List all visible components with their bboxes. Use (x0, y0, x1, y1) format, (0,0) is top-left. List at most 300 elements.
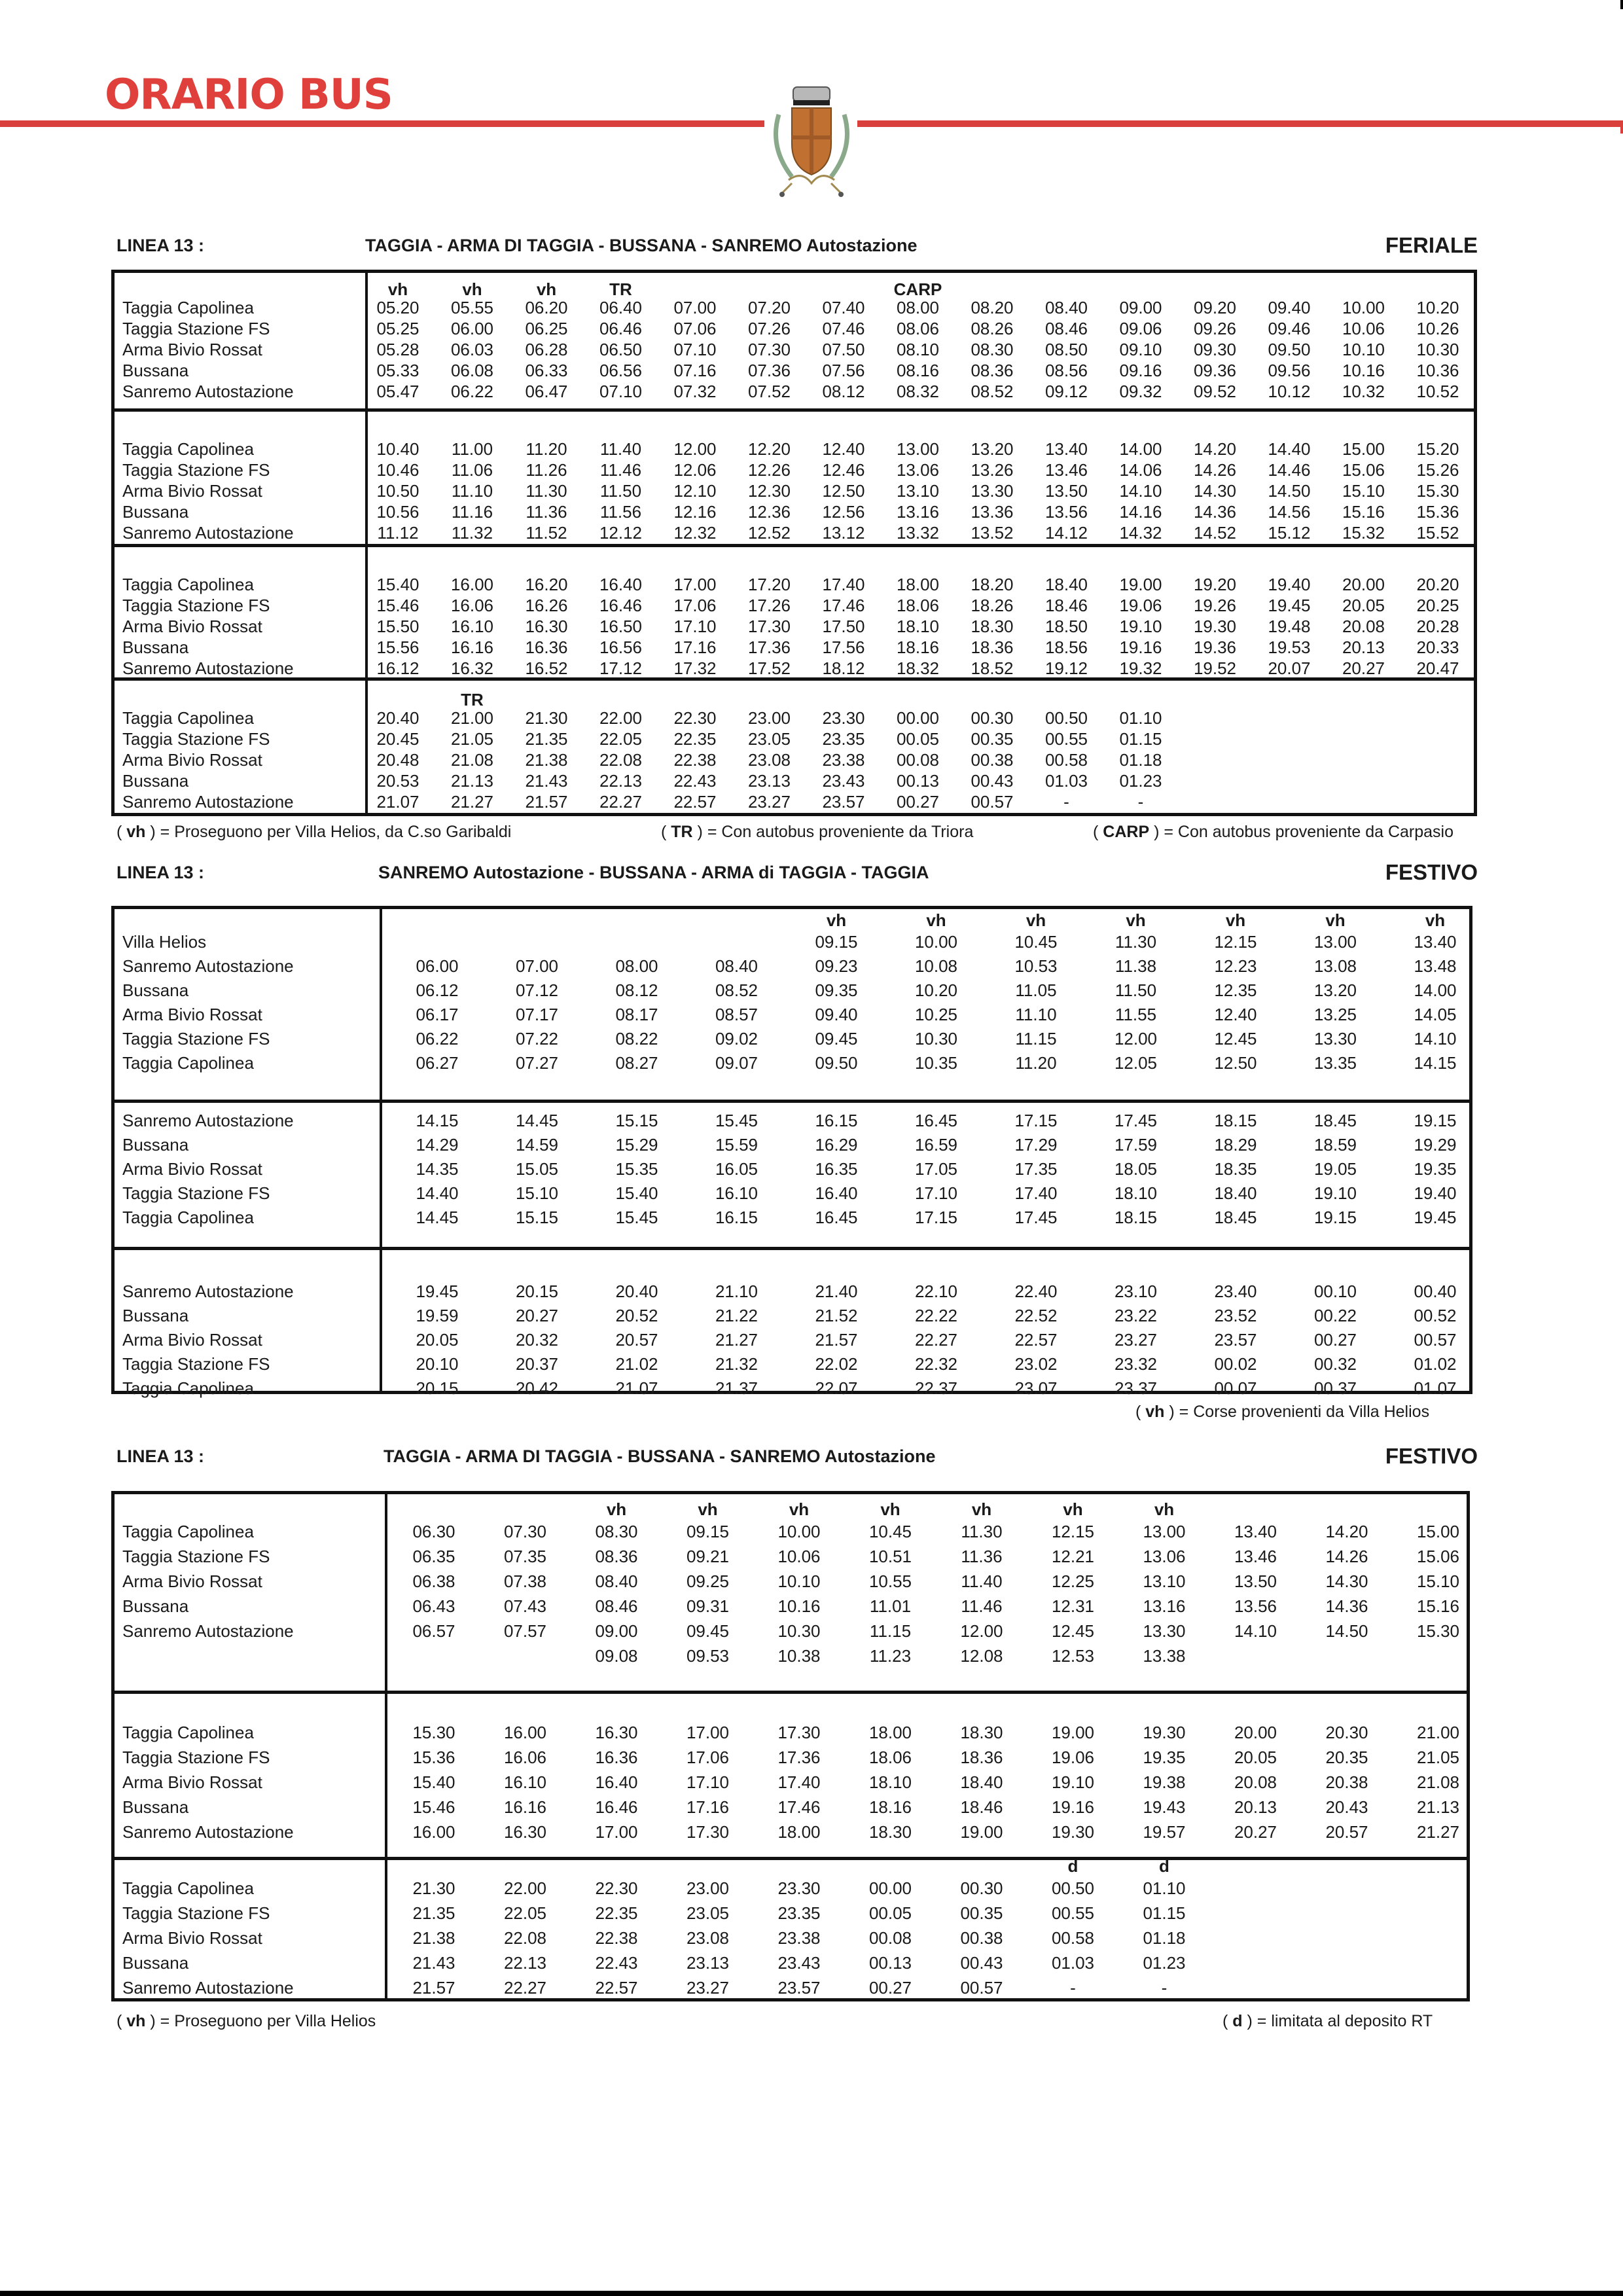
departure-time: 15.35 (615, 1159, 658, 1179)
departure-time: 20.25 (1416, 596, 1459, 615)
departure-time: 20.28 (1416, 617, 1459, 636)
departure-time: 20.45 (376, 729, 419, 749)
stop-name: Arma Bivio Rossat (122, 1571, 262, 1591)
departure-time: 11.20 (1015, 1053, 1057, 1073)
stop-name: Arma Bivio Rossat (122, 750, 262, 770)
departure-time: 07.20 (747, 298, 791, 317)
departure-time: 00.38 (971, 750, 1014, 770)
departure-time: 06.46 (599, 319, 643, 338)
departure-time: 05.55 (450, 298, 494, 317)
schedule-block (115, 1100, 1469, 1247)
departure-time: 18.46 (960, 1797, 1003, 1817)
departure-time: 09.20 (1193, 298, 1237, 317)
departure-time: 23.05 (686, 1903, 730, 1923)
departure-time: 13.56 (1234, 1596, 1277, 1616)
departure-time: 00.35 (971, 729, 1014, 749)
departure-time: 06.20 (525, 298, 568, 317)
departure-time: 22.13 (599, 771, 643, 791)
departure-time: 14.15 (1414, 1053, 1457, 1073)
stop-name: Taggia Stazione FS (122, 729, 270, 749)
departure-time: 21.27 (450, 792, 494, 812)
departure-time: 20.27 (1342, 658, 1385, 678)
departure-time: 07.12 (515, 980, 559, 1000)
departure-time: 09.46 (1268, 319, 1311, 338)
departure-time: 10.40 (376, 439, 419, 459)
departure-time: 17.30 (747, 617, 791, 636)
departure-time: 08.27 (615, 1053, 658, 1073)
departure-time: 00.58 (1051, 1928, 1095, 1948)
departure-time: 00.58 (1044, 750, 1088, 770)
departure-time: 23.40 (1214, 1282, 1257, 1301)
departure-time: 08.12 (822, 382, 865, 401)
departure-time: 08.06 (896, 319, 940, 338)
departure-time: 00.30 (971, 708, 1014, 728)
departure-time: 09.35 (815, 980, 858, 1000)
departure-time: 10.10 (777, 1571, 821, 1591)
departure-time: 20.08 (1342, 617, 1385, 636)
departure-time: 07.43 (503, 1596, 547, 1616)
departure-time: 12.32 (673, 523, 717, 543)
departure-time: 06.03 (450, 340, 494, 359)
stop-name: Arma Bivio Rossat (122, 481, 262, 501)
departure-time: 10.26 (1416, 319, 1459, 338)
departure-time: 20.13 (1234, 1797, 1277, 1817)
departure-time: 19.06 (1051, 1748, 1095, 1767)
departure-time: 23.10 (1114, 1282, 1158, 1301)
departure-time: 19.45 (1268, 596, 1311, 615)
departure-time: 11.30 (1115, 932, 1157, 952)
departure-time: 01.18 (1119, 750, 1162, 770)
departure-time: 14.52 (1193, 523, 1237, 543)
departure-time: 21.05 (1416, 1748, 1460, 1767)
departure-time: 13.08 (1313, 956, 1357, 976)
departure-time: 16.10 (450, 617, 494, 636)
departure-time: 10.45 (868, 1522, 912, 1541)
departure-time: 16.59 (914, 1135, 958, 1155)
trip-flag: vh (698, 1499, 718, 1519)
departure-time: 06.56 (599, 361, 643, 380)
departure-time: 09.40 (1268, 298, 1311, 317)
departure-time: 12.45 (1214, 1029, 1257, 1049)
departure-time: 17.52 (747, 658, 791, 678)
departure-time: 18.10 (1114, 1183, 1158, 1203)
stop-name: Sanremo Autostazione (122, 792, 294, 812)
service-type: FERIALE (1385, 233, 1478, 257)
departure-time: 00.05 (896, 729, 940, 749)
departure-time: 20.43 (1325, 1797, 1368, 1817)
departure-time: 23.02 (1014, 1354, 1058, 1374)
departure-time: 13.25 (1313, 1005, 1357, 1024)
departure-time: 00.00 (896, 708, 940, 728)
departure-time: 09.45 (815, 1029, 858, 1049)
departure-time: 20.00 (1342, 575, 1385, 594)
departure-time: 14.00 (1414, 980, 1457, 1000)
departure-time: 22.27 (503, 1978, 547, 1998)
departure-time: 00.37 (1313, 1378, 1357, 1398)
departure-time: 14.40 (416, 1183, 459, 1203)
departure-time: 21.32 (715, 1354, 758, 1374)
departure-time: 09.50 (1268, 340, 1311, 359)
stop-name: Arma Bivio Rossat (122, 1159, 262, 1179)
departure-time: 08.26 (971, 319, 1014, 338)
departure-time: 11.55 (1115, 1005, 1157, 1024)
footnote-carp: ( CARP ) = Con autobus proveniente da Carpasio (1093, 823, 1454, 841)
departure-time: 15.46 (412, 1797, 455, 1817)
departure-time: 09.15 (686, 1522, 730, 1541)
departure-time: 10.55 (868, 1571, 912, 1591)
departure-time: 13.35 (1313, 1053, 1357, 1073)
departure-time: 21.08 (450, 750, 494, 770)
departure-time: 08.22 (615, 1029, 658, 1049)
stop-name: Taggia Capolinea (122, 708, 254, 728)
departure-time: 19.30 (1193, 617, 1237, 636)
departure-time: 11.36 (526, 502, 567, 522)
stop-name: Taggia Stazione FS (122, 1354, 270, 1374)
departure-time: 18.56 (1044, 637, 1088, 657)
departure-time: 12.12 (599, 523, 643, 543)
departure-time: 17.40 (1014, 1183, 1058, 1203)
departure-time: 12.10 (673, 481, 717, 501)
departure-time: 15.50 (376, 617, 419, 636)
departure-time: 13.00 (1313, 932, 1357, 952)
trip-flag: vh (1126, 910, 1146, 930)
footnote-vh: ( vh ) = Proseguono per Villa Helios (116, 2012, 376, 2030)
departure-time: 22.57 (1014, 1330, 1058, 1350)
departure-time: 13.50 (1234, 1571, 1277, 1591)
header-rule-right (857, 120, 1623, 127)
departure-time: 13.30 (971, 481, 1014, 501)
departure-time: 11.56 (599, 502, 642, 522)
departure-time: 16.46 (595, 1797, 638, 1817)
departure-time: 09.36 (1193, 361, 1237, 380)
departure-time: 13.38 (1143, 1646, 1186, 1666)
departure-time: 05.47 (376, 382, 419, 401)
departure-time: 17.50 (822, 617, 865, 636)
departure-time: 10.20 (1416, 298, 1459, 317)
stop-name: Sanremo Autostazione (122, 1282, 294, 1301)
departure-time: 15.05 (515, 1159, 559, 1179)
departure-time: - (1070, 1978, 1076, 1998)
departure-time: 15.06 (1342, 460, 1385, 480)
departure-time: 14.10 (1414, 1029, 1457, 1049)
departure-time: 08.30 (595, 1522, 638, 1541)
departure-time: 00.55 (1051, 1903, 1095, 1923)
trip-flag: vh (606, 1499, 627, 1519)
departure-time: 19.43 (1143, 1797, 1186, 1817)
departure-time: 18.06 (868, 1748, 912, 1767)
departure-time: 07.38 (503, 1571, 547, 1591)
departure-time: 10.16 (1342, 361, 1385, 380)
departure-time: 20.40 (376, 708, 419, 728)
departure-time: 01.02 (1414, 1354, 1457, 1374)
departure-time: 18.36 (971, 637, 1014, 657)
departure-time: 22.22 (914, 1306, 958, 1325)
stop-name: Bussana (122, 637, 189, 657)
schedule-block (115, 909, 1469, 1100)
trip-flag: vh (826, 910, 847, 930)
departure-time: 15.45 (715, 1111, 758, 1130)
departure-time: 22.38 (595, 1928, 638, 1948)
departure-time: 13.50 (1044, 481, 1088, 501)
departure-time: 01.03 (1044, 771, 1088, 791)
departure-time: 20.33 (1416, 637, 1459, 657)
departure-time: 16.45 (914, 1111, 958, 1130)
schedule-block (115, 273, 1474, 408)
departure-time: 18.40 (1044, 575, 1088, 594)
festivo-sanremo-table (111, 906, 1472, 1398)
departure-time: 09.10 (1119, 340, 1162, 359)
departure-time: 15.36 (412, 1748, 455, 1767)
departure-time: 13.16 (896, 502, 940, 522)
feriale-table (111, 270, 1477, 816)
departure-time: 07.16 (673, 361, 717, 380)
departure-time: 10.00 (1342, 298, 1385, 317)
departure-time: 08.17 (615, 1005, 658, 1024)
departure-time: 22.00 (503, 1878, 547, 1898)
stop-name: Villa Helios (122, 932, 207, 952)
departure-time: 19.38 (1143, 1772, 1186, 1792)
departure-time: 13.00 (1143, 1522, 1186, 1541)
departure-time: 22.30 (595, 1878, 638, 1898)
departure-time: 21.13 (450, 771, 494, 791)
departure-time: 17.46 (822, 596, 865, 615)
service-type: FESTIVO (1385, 1444, 1478, 1468)
departure-time: 00.13 (868, 1953, 912, 1973)
trip-flag: vh (926, 910, 946, 930)
departure-time: 13.16 (1143, 1596, 1186, 1616)
departure-time: 22.10 (914, 1282, 958, 1301)
departure-time: 20.40 (615, 1282, 658, 1301)
departure-time: 18.00 (777, 1822, 821, 1842)
departure-time: 16.00 (412, 1822, 455, 1842)
stop-name: Sanremo Autostazione (122, 1822, 294, 1842)
departure-time: 19.52 (1193, 658, 1237, 678)
departure-time: 23.27 (747, 792, 791, 812)
departure-time: 16.35 (815, 1159, 858, 1179)
departure-time: 11.20 (526, 439, 567, 459)
departure-time: 19.35 (1143, 1748, 1186, 1767)
departure-time: 09.31 (686, 1596, 730, 1616)
schedule-block (115, 1247, 1469, 1398)
departure-time: 23.08 (747, 750, 791, 770)
departure-time: 16.16 (503, 1797, 547, 1817)
footnote-vh: ( vh ) = Corse provenienti da Villa Helios (1135, 1403, 1430, 1421)
departure-time: 14.20 (1193, 439, 1237, 459)
departure-time: 20.30 (1325, 1723, 1368, 1742)
departure-time: 19.57 (1143, 1822, 1186, 1842)
departure-time: 16.10 (715, 1183, 758, 1203)
departure-time: 13.26 (971, 460, 1014, 480)
departure-time: 15.40 (376, 575, 419, 594)
departure-time: 16.40 (599, 575, 643, 594)
departure-time: 12.25 (1051, 1571, 1095, 1591)
stop-name: Sanremo Autostazione (122, 1978, 294, 1998)
departure-time: 14.10 (1119, 481, 1162, 501)
route-label: TAGGIA - ARMA DI TAGGIA - BUSSANA - SANREMO Autostazione (365, 236, 918, 255)
departure-time: 20.48 (376, 750, 419, 770)
departure-time: 00.00 (868, 1878, 912, 1898)
trip-flag: vh (1425, 910, 1446, 930)
departure-time: 12.21 (1051, 1547, 1095, 1566)
stop-name: Sanremo Autostazione (122, 1621, 294, 1641)
departure-time: 09.50 (815, 1053, 858, 1073)
departure-time: 07.27 (515, 1053, 559, 1073)
departure-time: 21.30 (412, 1878, 455, 1898)
stop-name: Taggia Capolinea (122, 1878, 254, 1898)
departure-time: 16.15 (815, 1111, 858, 1130)
departure-time: 07.30 (503, 1522, 547, 1541)
departure-time: 21.27 (715, 1330, 758, 1350)
departure-time: 16.10 (503, 1772, 547, 1792)
departure-time: 15.00 (1416, 1522, 1460, 1541)
departure-time: 21.00 (1416, 1723, 1460, 1742)
departure-time: 21.38 (412, 1928, 455, 1948)
departure-time: 18.10 (868, 1772, 912, 1792)
departure-time: 19.10 (1313, 1183, 1357, 1203)
departure-time: 14.36 (1325, 1596, 1368, 1616)
departure-time: 21.57 (525, 792, 568, 812)
departure-time: 13.40 (1414, 932, 1457, 952)
departure-time: 19.45 (416, 1282, 459, 1301)
departure-time: 11.50 (599, 481, 642, 501)
trip-flag: vh (1225, 910, 1246, 930)
footnote-d: ( d ) = limitata al deposito RT (1222, 2012, 1433, 2030)
departure-time: 23.43 (777, 1953, 821, 1973)
stop-name: Taggia Stazione FS (122, 1547, 270, 1566)
departure-time: 19.29 (1414, 1135, 1457, 1155)
departure-time: 07.46 (822, 319, 865, 338)
stop-name: Sanremo Autostazione (122, 658, 294, 678)
departure-time: 06.08 (450, 361, 494, 380)
departure-time: 23.00 (686, 1878, 730, 1898)
departure-time: 20.05 (1342, 596, 1385, 615)
trip-flag: CARP (893, 279, 942, 299)
departure-time: 12.52 (747, 523, 791, 543)
departure-time: 23.52 (1214, 1306, 1257, 1325)
departure-time: 12.35 (1214, 980, 1257, 1000)
departure-time: 01.10 (1119, 708, 1162, 728)
stop-name: Sanremo Autostazione (122, 956, 294, 976)
departure-time: 23.05 (747, 729, 791, 749)
stop-name: Taggia Stazione FS (122, 596, 270, 615)
departure-time: - (1161, 1978, 1168, 1998)
departure-time: 12.05 (1114, 1053, 1158, 1073)
departure-time: 18.46 (1044, 596, 1088, 615)
departure-time: 17.32 (673, 658, 717, 678)
departure-time: 20.13 (1342, 637, 1385, 657)
departure-time: 09.12 (1044, 382, 1088, 401)
departure-time: 08.30 (971, 340, 1014, 359)
stop-name: Arma Bivio Rossat (122, 1772, 262, 1792)
departure-time: 16.36 (525, 637, 568, 657)
departure-time: 05.33 (376, 361, 419, 380)
departure-time: 10.06 (777, 1547, 821, 1566)
departure-time: 08.50 (1044, 340, 1088, 359)
departure-time: 19.26 (1193, 596, 1237, 615)
schedule-block (115, 1857, 1467, 1998)
stop-name: Arma Bivio Rossat (122, 1330, 262, 1350)
stop-name: Bussana (122, 1135, 189, 1155)
departure-time: 07.36 (747, 361, 791, 380)
trip-flag: vh (789, 1499, 810, 1519)
departure-time: 11.26 (526, 460, 567, 480)
departure-time: 20.53 (376, 771, 419, 791)
departure-time: 09.30 (1193, 340, 1237, 359)
departure-time: 10.10 (1342, 340, 1385, 359)
departure-time: 22.02 (815, 1354, 858, 1374)
departure-time: 23.00 (747, 708, 791, 728)
departure-time: 19.20 (1193, 575, 1237, 594)
departure-time: 09.00 (1119, 298, 1162, 317)
departure-time: 10.16 (777, 1596, 821, 1616)
departure-time: 19.15 (1414, 1111, 1457, 1130)
departure-time: 09.32 (1119, 382, 1162, 401)
departure-time: 17.36 (747, 637, 791, 657)
departure-time: 16.40 (595, 1772, 638, 1792)
departure-time: 16.46 (599, 596, 643, 615)
departure-time: 11.10 (1015, 1005, 1057, 1024)
departure-time: 13.48 (1414, 956, 1457, 976)
departure-time: 11.15 (869, 1621, 912, 1641)
departure-time: 17.06 (686, 1748, 730, 1767)
departure-time: 08.36 (971, 361, 1014, 380)
departure-time: 19.30 (1051, 1822, 1095, 1842)
departure-time: 10.00 (914, 932, 958, 952)
departure-time: 09.00 (595, 1621, 638, 1641)
departure-time: 10.30 (777, 1621, 821, 1641)
departure-time: 23.07 (1014, 1378, 1058, 1398)
departure-time: 18.06 (896, 596, 940, 615)
departure-time: 12.46 (822, 460, 865, 480)
departure-time: 20.57 (1325, 1822, 1368, 1842)
departure-time: 15.06 (1416, 1547, 1460, 1566)
departure-time: 18.15 (1114, 1208, 1158, 1227)
departure-time: 00.27 (896, 792, 940, 812)
departure-time: 16.50 (599, 617, 643, 636)
stop-name: Bussana (122, 1596, 189, 1616)
departure-time: 16.06 (450, 596, 494, 615)
departure-time: 23.57 (1214, 1330, 1257, 1350)
departure-time: 13.40 (1044, 439, 1088, 459)
departure-time: 01.18 (1143, 1928, 1186, 1948)
stop-name: Sanremo Autostazione (122, 523, 294, 543)
departure-time: 19.00 (960, 1822, 1003, 1842)
departure-time: 22.05 (503, 1903, 547, 1923)
departure-time: 20.32 (515, 1330, 559, 1350)
departure-time: 22.37 (914, 1378, 958, 1398)
departure-time: 11.46 (599, 460, 642, 480)
departure-time: 20.38 (1325, 1772, 1368, 1792)
departure-time: 14.00 (1119, 439, 1162, 459)
departure-time: 23.32 (1114, 1354, 1158, 1374)
stop-name: Taggia Stazione FS (122, 319, 270, 338)
departure-time: 17.45 (1014, 1208, 1058, 1227)
departure-time: 11.32 (451, 523, 493, 543)
departure-time: 00.08 (868, 1928, 912, 1948)
departure-time: 23.13 (747, 771, 791, 791)
departure-time: 14.36 (1193, 502, 1237, 522)
departure-time: 16.26 (525, 596, 568, 615)
trip-flag: vh (880, 1499, 901, 1519)
departure-time: 17.15 (1014, 1111, 1058, 1130)
departure-time: 00.27 (1313, 1330, 1357, 1350)
departure-time: 10.20 (914, 980, 958, 1000)
stop-name: Taggia Stazione FS (122, 1029, 270, 1049)
departure-time: 23.35 (822, 729, 865, 749)
departure-time: 15.40 (615, 1183, 658, 1203)
departure-time: 20.27 (515, 1306, 559, 1325)
departure-time: 21.05 (450, 729, 494, 749)
